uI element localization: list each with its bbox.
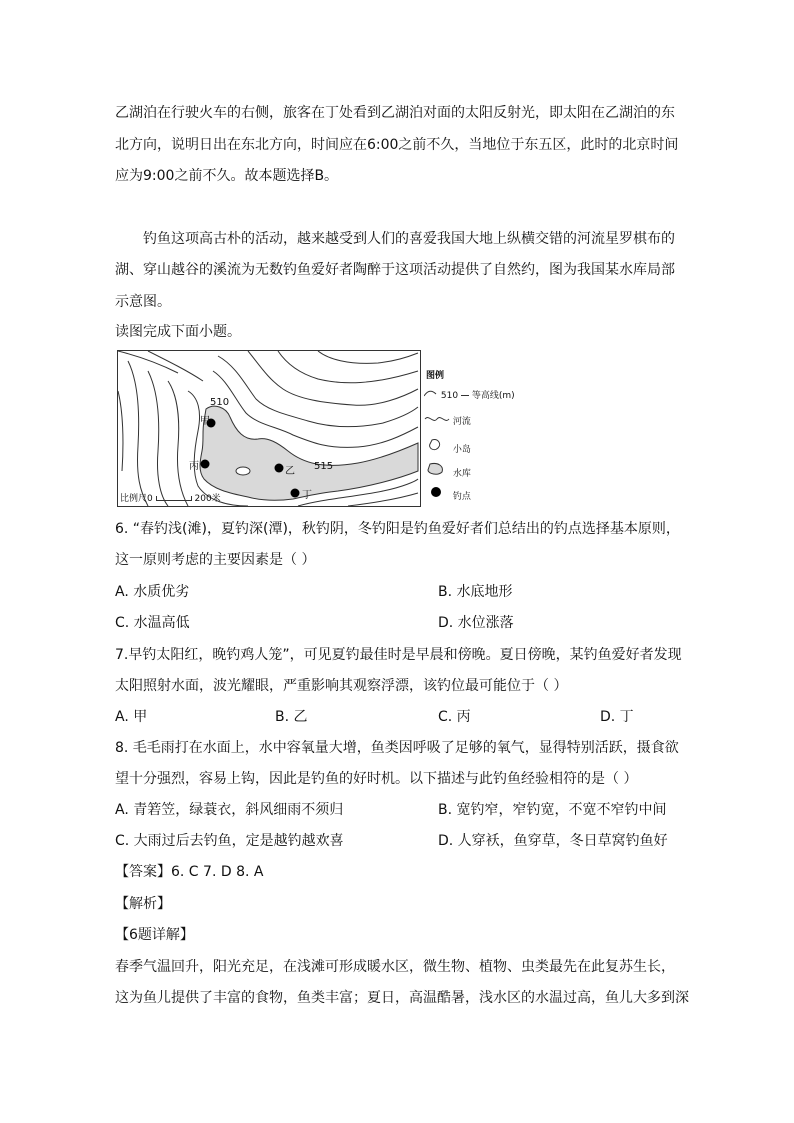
river-icon bbox=[424, 414, 450, 424]
legend-contour-dash bbox=[461, 395, 469, 396]
intro-line-3: 应为9:00之前不久。故本题选择B。 bbox=[115, 168, 339, 184]
legend-contour bbox=[424, 388, 515, 401]
read-prompt: 读图完成下面小题。 bbox=[115, 324, 241, 340]
q7-option-c[interactable]: C. 丙 bbox=[438, 709, 471, 725]
q7-option-b[interactable]: B. 乙 bbox=[275, 709, 308, 725]
detail-heading: 【6题详解】 bbox=[115, 927, 194, 943]
q6-option-b[interactable]: B. 水底地形 bbox=[438, 584, 513, 600]
point-label-ding: 丁 bbox=[302, 490, 312, 501]
analysis-heading: 【解析】 bbox=[115, 896, 171, 912]
passage-line-2: 湖、穿山越谷的溪流为无数钓鱼爱好者陶醉于这项活动提供了自然约，图为我国某水库局部 bbox=[115, 262, 675, 278]
q7-option-d[interactable]: D. 丁 bbox=[600, 709, 634, 725]
legend-river bbox=[424, 414, 471, 427]
q8-line-1: 8. 毛毛雨打在水面上，水中容氧量大增，鱼类因呼吸了足够的氧气，显得特别活跃，摄食欲 bbox=[115, 740, 679, 756]
scale-zero: 0 bbox=[147, 494, 153, 504]
intro-line-1: 乙湖泊在行驶火车的右侧，旅客在丁处看到乙湖泊对面的太阳反射光，即太阳在乙湖泊的东 bbox=[115, 105, 675, 121]
q6-option-d[interactable]: D. 水位涨落 bbox=[438, 615, 514, 631]
legend-spot bbox=[424, 485, 471, 502]
q6-option-a[interactable]: A. 水质优劣 bbox=[115, 584, 190, 600]
legend-river-label: 河流 bbox=[452, 417, 471, 427]
q8-option-d[interactable]: D. 人穿袄，鱼穿草，冬日草窝钓鱼好 bbox=[438, 833, 668, 849]
intro-line-2: 北方向，说明日出在东北方向，时间应在6:00之前不久，当地位于东五区，此时的北京时间 bbox=[115, 137, 679, 153]
scale-value: 200米 bbox=[194, 494, 221, 504]
q6-line-2: 这一原则考虑的主要因素是（ ） bbox=[115, 552, 316, 568]
scale-line bbox=[156, 496, 192, 501]
q8-option-c[interactable]: C. 大雨过后去钓鱼，定是越钓越欢喜 bbox=[115, 833, 344, 849]
point-label-yi: 乙 bbox=[285, 466, 295, 477]
reservoir-map bbox=[117, 350, 421, 507]
legend-contour-value: 510 bbox=[440, 391, 459, 401]
legend-reservoir bbox=[424, 462, 471, 479]
q8-option-b[interactable]: B. 宽钓窄，窄钓宽，不宽不窄钓中间 bbox=[438, 802, 667, 818]
legend-contour-label: 等高线(m) bbox=[471, 391, 515, 401]
q6-line-1: 6. “春钓浅(滩)，夏钓深(潭)，秋钓阴，冬钓阳是钓鱼爱好者们总结出的钓点选择基本原则， bbox=[115, 521, 680, 537]
point-label-jia: 甲 bbox=[200, 416, 210, 427]
contour-map-graphic bbox=[118, 351, 420, 506]
detail-line-1: 春季气温回升，阳光充足，在浅滩可形成暖水区，微生物、植物、虫类最先在此复苏生长， bbox=[115, 959, 675, 975]
contour-label-515: 515 bbox=[314, 461, 334, 472]
reservoir-icon bbox=[424, 462, 450, 476]
detail-line-2: 这为鱼儿提供了丰富的食物，鱼类丰富；夏日，高温酷暑，浅水区的水温过高，鱼儿大多到深 bbox=[115, 990, 689, 1006]
spot-yi bbox=[275, 464, 284, 473]
passage-line-3: 示意图。 bbox=[115, 294, 171, 310]
point-label-bing: 丙 bbox=[189, 461, 199, 472]
q7-line-2: 太阳照射水面，波光耀眼，严重影响其观察浮漂，该钓位最可能位于（ ） bbox=[115, 678, 568, 694]
q8-option-a[interactable]: A. 青箬笠，绿蓑衣，斜风细雨不须归 bbox=[115, 802, 344, 818]
legend-reservoir-label: 水库 bbox=[452, 469, 471, 479]
spot-icon bbox=[424, 485, 450, 499]
scale-bar bbox=[120, 491, 221, 504]
passage-line-1: 钓鱼这项高古朴的活动，越来越受到人们的喜爱我国大地上纵横交错的河流星罗棋布的 bbox=[143, 231, 675, 247]
island-icon bbox=[424, 438, 450, 452]
q7-option-a[interactable]: A. 甲 bbox=[115, 709, 148, 725]
legend-island-label: 小岛 bbox=[452, 445, 471, 455]
legend-island bbox=[424, 438, 471, 455]
contour-legend-icon bbox=[424, 388, 438, 398]
island bbox=[236, 467, 250, 475]
legend-title: 图例 bbox=[426, 371, 445, 381]
q8-line-2: 望十分强烈，容易上钩，因此是钓鱼的好时机。以下描述与此钓鱼经验相符的是（ ） bbox=[115, 771, 638, 787]
q6-option-c[interactable]: C. 水温高低 bbox=[115, 615, 190, 631]
spot-ding bbox=[291, 489, 300, 498]
q7-line-1: 7.早钓太阳红，晚钓鸡人笼”，可见夏钓最佳时是早晨和傍晚。夏日傍晚，某钓鱼爱好者发现 bbox=[115, 647, 682, 663]
map-legend bbox=[424, 368, 544, 508]
spot-bing bbox=[201, 460, 210, 469]
answer-line: 【答案】6. C 7. D 8. A bbox=[115, 864, 264, 880]
scale-label: 比例尺 bbox=[120, 494, 148, 504]
contour-label-510: 510 bbox=[210, 397, 230, 408]
legend-spot-label: 钓点 bbox=[452, 492, 471, 502]
